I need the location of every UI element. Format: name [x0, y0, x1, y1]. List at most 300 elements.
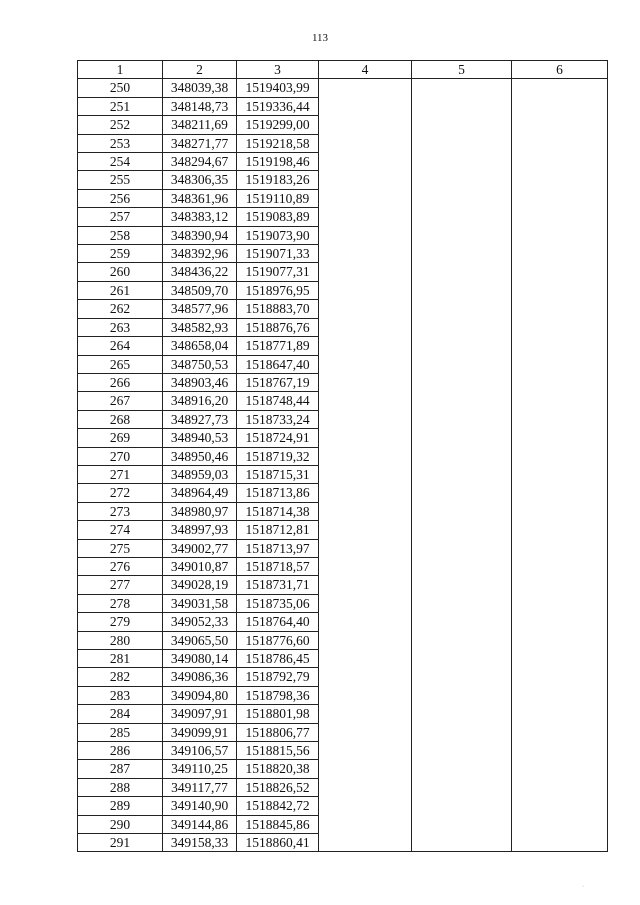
- empty-cell-col-5: [412, 410, 512, 428]
- x-coordinate-cell: 348306,35: [163, 171, 237, 189]
- empty-cell-col-5: [412, 815, 512, 833]
- empty-cell-col-6: [512, 668, 608, 686]
- point-number-cell: 260: [78, 263, 163, 281]
- empty-cell-col-5: [412, 429, 512, 447]
- table-row: [78, 484, 608, 502]
- y-coordinate-cell: 1518724,91: [237, 429, 319, 447]
- empty-cell-col-5: [412, 539, 512, 557]
- empty-cell-col-5: [412, 300, 512, 318]
- empty-cell-col-5: [412, 502, 512, 520]
- table-row: [78, 79, 608, 97]
- empty-cell-col-5: [412, 576, 512, 594]
- point-number-cell: 282: [78, 668, 163, 686]
- empty-cell-col-4: [319, 300, 412, 318]
- y-coordinate-cell: 1518647,40: [237, 355, 319, 373]
- x-coordinate-cell: 348436,22: [163, 263, 237, 281]
- empty-cell-col-4: [319, 631, 412, 649]
- point-number-cell: 288: [78, 778, 163, 796]
- x-coordinate-cell: 348980,97: [163, 502, 237, 520]
- empty-cell-col-6: [512, 373, 608, 391]
- empty-cell-col-5: [412, 208, 512, 226]
- empty-cell-col-6: [512, 281, 608, 299]
- point-number-cell: 279: [78, 613, 163, 631]
- y-coordinate-cell: 1518815,56: [237, 742, 319, 760]
- x-coordinate-cell: 348361,96: [163, 189, 237, 207]
- empty-cell-col-6: [512, 465, 608, 483]
- point-number-cell: 290: [78, 815, 163, 833]
- x-coordinate-cell: 349106,57: [163, 742, 237, 760]
- point-number-cell: 258: [78, 226, 163, 244]
- point-number-cell: 267: [78, 392, 163, 410]
- empty-cell-col-4: [319, 834, 412, 852]
- empty-cell-col-5: [412, 723, 512, 741]
- empty-cell-col-6: [512, 723, 608, 741]
- empty-cell-col-4: [319, 355, 412, 373]
- empty-cell-col-5: [412, 705, 512, 723]
- empty-cell-col-5: [412, 594, 512, 612]
- empty-cell-col-5: [412, 668, 512, 686]
- empty-cell-col-6: [512, 502, 608, 520]
- table-row: [78, 521, 608, 539]
- table-row: [78, 539, 608, 557]
- empty-cell-col-4: [319, 337, 412, 355]
- x-coordinate-cell: 348383,12: [163, 208, 237, 226]
- x-coordinate-cell: 349144,86: [163, 815, 237, 833]
- x-coordinate-cell: 348940,53: [163, 429, 237, 447]
- point-number-cell: 259: [78, 245, 163, 263]
- y-coordinate-cell: 1518735,06: [237, 594, 319, 612]
- empty-cell-col-5: [412, 318, 512, 336]
- point-number-cell: 269: [78, 429, 163, 447]
- empty-cell-col-6: [512, 355, 608, 373]
- empty-cell-col-6: [512, 686, 608, 704]
- table-row: [78, 153, 608, 171]
- y-coordinate-cell: 1518713,86: [237, 484, 319, 502]
- point-number-cell: 280: [78, 631, 163, 649]
- y-coordinate-cell: 1518845,86: [237, 815, 319, 833]
- empty-cell-col-5: [412, 834, 512, 852]
- point-number-cell: 254: [78, 153, 163, 171]
- y-coordinate-cell: 1519071,33: [237, 245, 319, 263]
- empty-cell-col-4: [319, 153, 412, 171]
- y-coordinate-cell: 1519077,31: [237, 263, 319, 281]
- column-header-4: 4: [319, 61, 412, 79]
- column-header-2: 2: [163, 61, 237, 79]
- empty-cell-col-4: [319, 613, 412, 631]
- empty-cell-col-5: [412, 79, 512, 97]
- point-number-cell: 283: [78, 686, 163, 704]
- table-row: [78, 613, 608, 631]
- empty-cell-col-4: [319, 189, 412, 207]
- scan-speck: ·: [582, 884, 584, 890]
- empty-cell-col-6: [512, 97, 608, 115]
- table-row: [78, 760, 608, 778]
- table-row: [78, 226, 608, 244]
- empty-cell-col-5: [412, 686, 512, 704]
- point-number-cell: 251: [78, 97, 163, 115]
- y-coordinate-cell: 1518792,79: [237, 668, 319, 686]
- y-coordinate-cell: 1519218,58: [237, 134, 319, 152]
- point-number-cell: 263: [78, 318, 163, 336]
- x-coordinate-cell: 349002,77: [163, 539, 237, 557]
- y-coordinate-cell: 1518764,40: [237, 613, 319, 631]
- x-coordinate-cell: 348916,20: [163, 392, 237, 410]
- x-coordinate-cell: 348903,46: [163, 373, 237, 391]
- y-coordinate-cell: 1518820,38: [237, 760, 319, 778]
- table-row: [78, 650, 608, 668]
- point-number-cell: 256: [78, 189, 163, 207]
- empty-cell-col-6: [512, 208, 608, 226]
- empty-cell-col-5: [412, 134, 512, 152]
- empty-cell-col-4: [319, 392, 412, 410]
- empty-cell-col-5: [412, 226, 512, 244]
- empty-cell-col-6: [512, 337, 608, 355]
- point-number-cell: 268: [78, 410, 163, 428]
- table-row: [78, 429, 608, 447]
- empty-cell-col-6: [512, 576, 608, 594]
- empty-cell-col-4: [319, 723, 412, 741]
- empty-cell-col-5: [412, 650, 512, 668]
- x-coordinate-cell: 349031,58: [163, 594, 237, 612]
- empty-cell-col-4: [319, 778, 412, 796]
- point-number-cell: 266: [78, 373, 163, 391]
- empty-cell-col-5: [412, 337, 512, 355]
- x-coordinate-cell: 349052,33: [163, 613, 237, 631]
- x-coordinate-cell: 349099,91: [163, 723, 237, 741]
- empty-cell-col-4: [319, 97, 412, 115]
- table-row: [78, 281, 608, 299]
- x-coordinate-cell: 349065,50: [163, 631, 237, 649]
- x-coordinate-cell: 348294,67: [163, 153, 237, 171]
- x-coordinate-cell: 348577,96: [163, 300, 237, 318]
- x-coordinate-cell: 348964,49: [163, 484, 237, 502]
- table-row: [78, 723, 608, 741]
- point-number-cell: 265: [78, 355, 163, 373]
- empty-cell-col-6: [512, 834, 608, 852]
- empty-cell-col-4: [319, 263, 412, 281]
- x-coordinate-cell: 348509,70: [163, 281, 237, 299]
- empty-cell-col-6: [512, 742, 608, 760]
- empty-cell-col-4: [319, 429, 412, 447]
- point-number-cell: 281: [78, 650, 163, 668]
- empty-cell-col-5: [412, 373, 512, 391]
- table-row: [78, 300, 608, 318]
- table-row: [78, 465, 608, 483]
- empty-cell-col-6: [512, 778, 608, 796]
- empty-cell-col-4: [319, 134, 412, 152]
- table-row: [78, 134, 608, 152]
- empty-cell-col-6: [512, 429, 608, 447]
- y-coordinate-cell: 1518712,81: [237, 521, 319, 539]
- x-coordinate-cell: 349086,36: [163, 668, 237, 686]
- y-coordinate-cell: 1518842,72: [237, 797, 319, 815]
- empty-cell-col-6: [512, 484, 608, 502]
- empty-cell-col-5: [412, 189, 512, 207]
- empty-cell-col-5: [412, 742, 512, 760]
- empty-cell-col-4: [319, 502, 412, 520]
- point-number-cell: 276: [78, 557, 163, 575]
- x-coordinate-cell: 348392,96: [163, 245, 237, 263]
- empty-cell-col-6: [512, 410, 608, 428]
- empty-cell-col-6: [512, 539, 608, 557]
- empty-cell-col-4: [319, 373, 412, 391]
- empty-cell-col-6: [512, 153, 608, 171]
- empty-cell-col-4: [319, 742, 412, 760]
- empty-cell-col-6: [512, 134, 608, 152]
- point-number-cell: 289: [78, 797, 163, 815]
- point-number-cell: 284: [78, 705, 163, 723]
- empty-cell-col-5: [412, 281, 512, 299]
- empty-cell-col-5: [412, 797, 512, 815]
- empty-cell-col-6: [512, 171, 608, 189]
- empty-cell-col-4: [319, 760, 412, 778]
- table-row: [78, 171, 608, 189]
- x-coordinate-cell: 349094,80: [163, 686, 237, 704]
- empty-cell-col-6: [512, 594, 608, 612]
- y-coordinate-cell: 1518876,76: [237, 318, 319, 336]
- point-number-cell: 278: [78, 594, 163, 612]
- y-coordinate-cell: 1518748,44: [237, 392, 319, 410]
- empty-cell-col-6: [512, 226, 608, 244]
- y-coordinate-cell: 1518786,45: [237, 650, 319, 668]
- table-row: [78, 668, 608, 686]
- page-number: 113: [311, 32, 329, 44]
- empty-cell-col-6: [512, 631, 608, 649]
- y-coordinate-cell: 1518715,31: [237, 465, 319, 483]
- empty-cell-col-4: [319, 79, 412, 97]
- x-coordinate-cell: 349028,19: [163, 576, 237, 594]
- empty-cell-col-6: [512, 650, 608, 668]
- empty-cell-col-4: [319, 226, 412, 244]
- empty-cell-col-4: [319, 705, 412, 723]
- table-row: [78, 245, 608, 263]
- empty-cell-col-5: [412, 263, 512, 281]
- y-coordinate-cell: 1518801,98: [237, 705, 319, 723]
- empty-cell-col-6: [512, 318, 608, 336]
- table-body: [78, 79, 608, 852]
- empty-cell-col-4: [319, 797, 412, 815]
- x-coordinate-cell: 348959,03: [163, 465, 237, 483]
- empty-cell-col-5: [412, 355, 512, 373]
- empty-cell-col-6: [512, 557, 608, 575]
- empty-cell-col-6: [512, 760, 608, 778]
- empty-cell-col-5: [412, 116, 512, 134]
- empty-cell-col-5: [412, 631, 512, 649]
- empty-cell-col-5: [412, 760, 512, 778]
- y-coordinate-cell: 1519403,99: [237, 79, 319, 97]
- empty-cell-col-4: [319, 484, 412, 502]
- point-number-cell: 253: [78, 134, 163, 152]
- column-header-3: 3: [237, 61, 319, 79]
- point-number-cell: 275: [78, 539, 163, 557]
- point-number-cell: 255: [78, 171, 163, 189]
- x-coordinate-cell: 348950,46: [163, 447, 237, 465]
- table-row: [78, 576, 608, 594]
- empty-cell-col-4: [319, 245, 412, 263]
- table-row: [78, 373, 608, 391]
- x-coordinate-cell: 349110,25: [163, 760, 237, 778]
- x-coordinate-cell: 348148,73: [163, 97, 237, 115]
- x-coordinate-cell: 349080,14: [163, 650, 237, 668]
- empty-cell-col-6: [512, 263, 608, 281]
- x-coordinate-cell: 348750,53: [163, 355, 237, 373]
- empty-cell-col-4: [319, 539, 412, 557]
- table-row: [78, 263, 608, 281]
- x-coordinate-cell: 348211,69: [163, 116, 237, 134]
- table-row: [78, 337, 608, 355]
- empty-cell-col-4: [319, 447, 412, 465]
- y-coordinate-cell: 1518883,70: [237, 300, 319, 318]
- y-coordinate-cell: 1518826,52: [237, 778, 319, 796]
- y-coordinate-cell: 1519110,89: [237, 189, 319, 207]
- table-row: [78, 208, 608, 226]
- empty-cell-col-4: [319, 171, 412, 189]
- empty-cell-col-4: [319, 557, 412, 575]
- empty-cell-col-4: [319, 318, 412, 336]
- point-number-cell: 272: [78, 484, 163, 502]
- point-number-cell: 264: [78, 337, 163, 355]
- empty-cell-col-4: [319, 465, 412, 483]
- empty-cell-col-4: [319, 815, 412, 833]
- point-number-cell: 261: [78, 281, 163, 299]
- y-coordinate-cell: 1518976,95: [237, 281, 319, 299]
- table-row: [78, 834, 608, 852]
- empty-cell-col-5: [412, 521, 512, 539]
- x-coordinate-cell: 348039,38: [163, 79, 237, 97]
- empty-cell-col-5: [412, 97, 512, 115]
- empty-cell-col-4: [319, 668, 412, 686]
- point-number-cell: 287: [78, 760, 163, 778]
- y-coordinate-cell: 1518718,57: [237, 557, 319, 575]
- point-number-cell: 270: [78, 447, 163, 465]
- x-coordinate-cell: 348390,94: [163, 226, 237, 244]
- y-coordinate-cell: 1518733,24: [237, 410, 319, 428]
- table-row: [78, 594, 608, 612]
- y-coordinate-cell: 1518860,41: [237, 834, 319, 852]
- table-row: [78, 447, 608, 465]
- y-coordinate-cell: 1518798,36: [237, 686, 319, 704]
- empty-cell-col-5: [412, 171, 512, 189]
- empty-cell-col-6: [512, 116, 608, 134]
- table-header-row: [78, 61, 608, 79]
- point-number-cell: 274: [78, 521, 163, 539]
- empty-cell-col-5: [412, 392, 512, 410]
- y-coordinate-cell: 1519083,89: [237, 208, 319, 226]
- y-coordinate-cell: 1518771,89: [237, 337, 319, 355]
- point-number-cell: 273: [78, 502, 163, 520]
- table-row: [78, 742, 608, 760]
- y-coordinate-cell: 1518713,97: [237, 539, 319, 557]
- empty-cell-col-6: [512, 521, 608, 539]
- empty-cell-col-4: [319, 650, 412, 668]
- empty-cell-col-6: [512, 613, 608, 631]
- table-row: [78, 502, 608, 520]
- empty-cell-col-4: [319, 281, 412, 299]
- point-number-cell: 250: [78, 79, 163, 97]
- table-row: [78, 97, 608, 115]
- table-row: [78, 116, 608, 134]
- table-row: [78, 355, 608, 373]
- table-row: [78, 392, 608, 410]
- y-coordinate-cell: 1519183,26: [237, 171, 319, 189]
- x-coordinate-cell: 348927,73: [163, 410, 237, 428]
- table-row: [78, 778, 608, 796]
- x-coordinate-cell: 348997,93: [163, 521, 237, 539]
- empty-cell-col-6: [512, 797, 608, 815]
- empty-cell-col-5: [412, 613, 512, 631]
- point-number-cell: 252: [78, 116, 163, 134]
- empty-cell-col-5: [412, 465, 512, 483]
- empty-cell-col-5: [412, 447, 512, 465]
- column-header-6: 6: [512, 61, 608, 79]
- point-number-cell: 257: [78, 208, 163, 226]
- y-coordinate-cell: 1518776,60: [237, 631, 319, 649]
- empty-cell-col-6: [512, 79, 608, 97]
- empty-cell-col-4: [319, 686, 412, 704]
- empty-cell-col-4: [319, 521, 412, 539]
- column-header-5: 5: [412, 61, 512, 79]
- point-number-cell: 286: [78, 742, 163, 760]
- empty-cell-col-4: [319, 208, 412, 226]
- empty-cell-col-6: [512, 189, 608, 207]
- table-row: [78, 557, 608, 575]
- x-coordinate-cell: 348658,04: [163, 337, 237, 355]
- point-number-cell: 285: [78, 723, 163, 741]
- empty-cell-col-4: [319, 116, 412, 134]
- table-row: [78, 815, 608, 833]
- y-coordinate-cell: 1518719,32: [237, 447, 319, 465]
- table-row: [78, 686, 608, 704]
- y-coordinate-cell: 1519073,90: [237, 226, 319, 244]
- x-coordinate-cell: 349117,77: [163, 778, 237, 796]
- empty-cell-col-5: [412, 778, 512, 796]
- empty-cell-col-6: [512, 392, 608, 410]
- x-coordinate-cell: 348582,93: [163, 318, 237, 336]
- empty-cell-col-4: [319, 594, 412, 612]
- table-row: [78, 631, 608, 649]
- y-coordinate-cell: 1518806,77: [237, 723, 319, 741]
- y-coordinate-cell: 1518731,71: [237, 576, 319, 594]
- empty-cell-col-4: [319, 576, 412, 594]
- y-coordinate-cell: 1518714,38: [237, 502, 319, 520]
- column-header-1: 1: [78, 61, 163, 79]
- table-row: [78, 797, 608, 815]
- table-row: [78, 318, 608, 336]
- empty-cell-col-5: [412, 153, 512, 171]
- table-row: [78, 410, 608, 428]
- table-row: [78, 189, 608, 207]
- empty-cell-col-6: [512, 245, 608, 263]
- point-number-cell: 277: [78, 576, 163, 594]
- empty-cell-col-4: [319, 410, 412, 428]
- empty-cell-col-5: [412, 484, 512, 502]
- y-coordinate-cell: 1519198,46: [237, 153, 319, 171]
- x-coordinate-cell: 349158,33: [163, 834, 237, 852]
- y-coordinate-cell: 1518767,19: [237, 373, 319, 391]
- x-coordinate-cell: 349097,91: [163, 705, 237, 723]
- point-number-cell: 262: [78, 300, 163, 318]
- table-row: [78, 705, 608, 723]
- x-coordinate-cell: 348271,77: [163, 134, 237, 152]
- point-number-cell: 271: [78, 465, 163, 483]
- x-coordinate-cell: 349140,90: [163, 797, 237, 815]
- empty-cell-col-6: [512, 815, 608, 833]
- empty-cell-col-5: [412, 245, 512, 263]
- empty-cell-col-6: [512, 300, 608, 318]
- y-coordinate-cell: 1519336,44: [237, 97, 319, 115]
- coordinates-table: [77, 60, 608, 852]
- empty-cell-col-5: [412, 557, 512, 575]
